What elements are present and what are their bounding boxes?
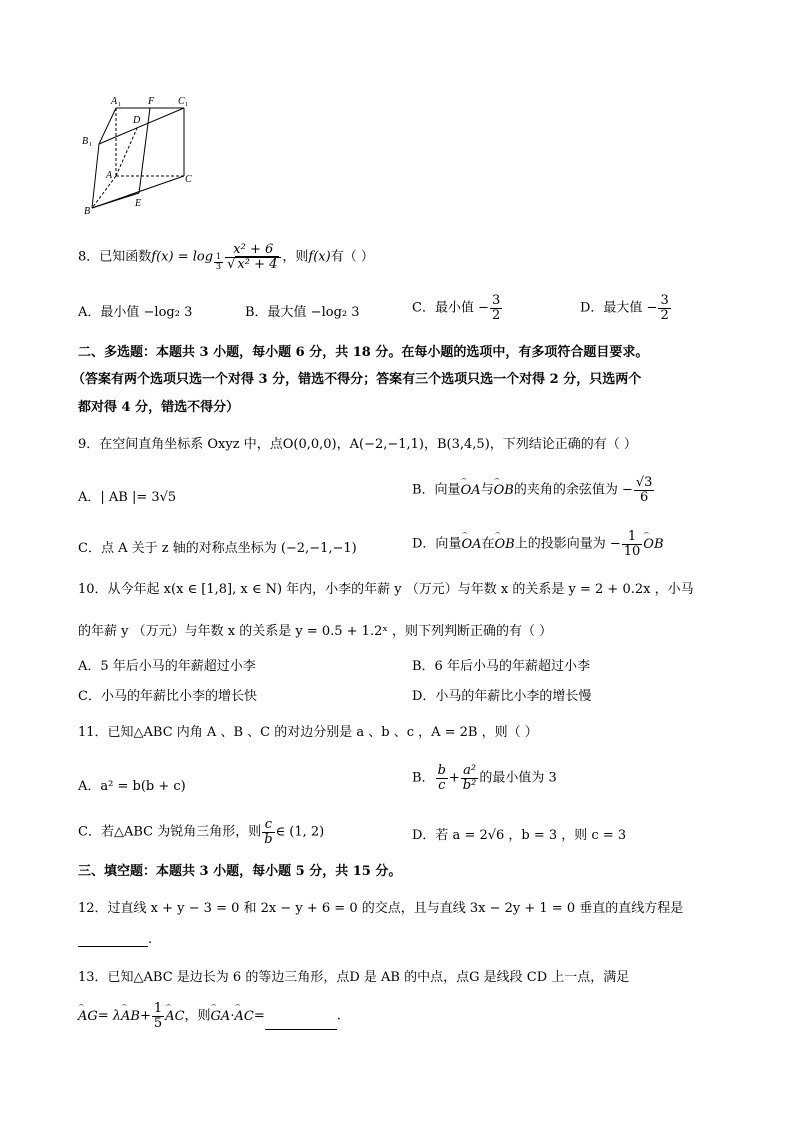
q13-stem: 13．已知△ABC 是边长为 6 的等边三角形，点D 是 AB 的中点，点G 是线段 CD 上一点，满足 (78, 970, 630, 985)
q8-option-a[interactable]: A．最小值 −log₂ 3 (78, 305, 193, 320)
svg-text:1: 1 (185, 102, 188, 108)
q10-option-a[interactable]: A．5 年后小马的年薪超过小李 (78, 659, 256, 674)
label-b: B (84, 206, 91, 217)
label-e: E (135, 198, 142, 209)
label-b1: B (82, 136, 89, 147)
label-c1: C (178, 96, 185, 107)
label-d: D (133, 115, 141, 126)
q9-option-a[interactable]: A．| AB |= 3√5 (78, 490, 177, 505)
section3-title: 三、填空题：本题共 3 小题，每小题 5 分，共 15 分。 (78, 864, 402, 879)
q12-answer-blank[interactable]: . (78, 930, 152, 947)
q8-stem: 8．已知函数f(x) = log $\frac{1}{3}$ $\frac{\text{x² + 6}}{\text{√ x² + 4}}$ ，则f(x)有（ ） (78, 242, 374, 272)
section2-note2: 都对得 4 分，错选不得分） (78, 400, 240, 415)
q11-option-b[interactable]: B． $\frac{b}{c}$ + $\frac{\text{a²}}{\text{b²}}$ 的最小值为 3 (412, 763, 557, 793)
q11-option-c[interactable]: C．若△ABC 为锐角三角形，则 $\frac{c}{b}$ ∈ (1, 2) (78, 817, 325, 847)
label-c: C (185, 174, 192, 185)
q10-option-b[interactable]: B．6 年后小马的年薪超过小李 (412, 659, 590, 674)
q11-option-a[interactable]: A．a² = b(b + c) (78, 779, 186, 794)
q10-line2: 的年薪 y （万元）与年数 x 的关系是 y = 0.5 + 1.2ˣ ，则下列判断正确的有（ ） (78, 624, 553, 639)
q10-option-d[interactable]: D．小马的年薪比小李的增长慢 (412, 689, 592, 704)
q8-option-d[interactable]: D．最大值 − $\frac{3}{2}$ (580, 293, 669, 323)
q9-option-d[interactable]: D．向量⌢ OA在⌢ OB上的投影向量为 − $\frac{1}{10}$ ⌢ OB (412, 530, 664, 558)
q8-option-c[interactable]: C．最小值 − $\frac{3}{2}$ (412, 293, 501, 323)
q9-stem: 9．在空间直角坐标系 Oxyz 中，点O(0,0,0)，A(−2,−1,1)，B(3,4,5)，下列结论正确的有（ ） (78, 437, 637, 452)
label-a: A (106, 170, 113, 181)
q10-option-c[interactable]: C．小马的年薪比小李的增长快 (78, 689, 257, 704)
q13-condition: ⌢ AG= λ⌢ AB+ $\frac{1}{5}$ ⌢ AC，则⌢ GA·⌢ AC= . (78, 1002, 341, 1030)
q11-stem: 11．已知△ABC 内角 A 、B 、C 的对边分别是 a 、b 、c ，A = 2B ，则（ ） (78, 725, 538, 740)
prism-figure (78, 92, 198, 220)
q9-option-c[interactable]: C．点 A 关于 z 轴的对称点坐标为 (−2,−1,−1) (78, 541, 357, 556)
section2-note1: （答案有两个选项只选一个对得 3 分，错选不得分；答案有三个选项只选一个对得 2 分，只选两个 (72, 372, 642, 387)
q13-answer-blank[interactable] (265, 1013, 337, 1030)
label-a1: A (111, 96, 118, 107)
q10-line1: 10．从今年起 x(x ∈ [1,8], x ∈ N) 年内，小李的年薪 y （万元）与年数 x 的关系是 y = 2 + 0.2x ，小马 (78, 582, 694, 597)
q8-option-b[interactable]: B．最大值 −log₂ 3 (245, 305, 360, 320)
svg-text:1: 1 (89, 142, 92, 148)
q11-option-d[interactable]: D．若 a = 2√6 ，b = 3 ，则 c = 3 (412, 828, 627, 843)
svg-text:1: 1 (118, 102, 121, 108)
section2-title: 二、多选题：本题共 3 小题，每小题 6 分，共 18 分。在每小题的选项中，有多项符合题目要求。 (78, 345, 649, 360)
label-f: F (148, 96, 155, 107)
q9-option-b[interactable]: B．向量⌢ OA与⌢ OB的夹角的余弦值为 − $\frac{√3}{6}$ (412, 476, 655, 504)
q12-stem: 12．过直线 x + y − 3 = 0 和 2x − y + 6 = 0 的交点，且与直线 3x − 2y + 1 = 0 垂直的直线方程是 (78, 901, 684, 916)
